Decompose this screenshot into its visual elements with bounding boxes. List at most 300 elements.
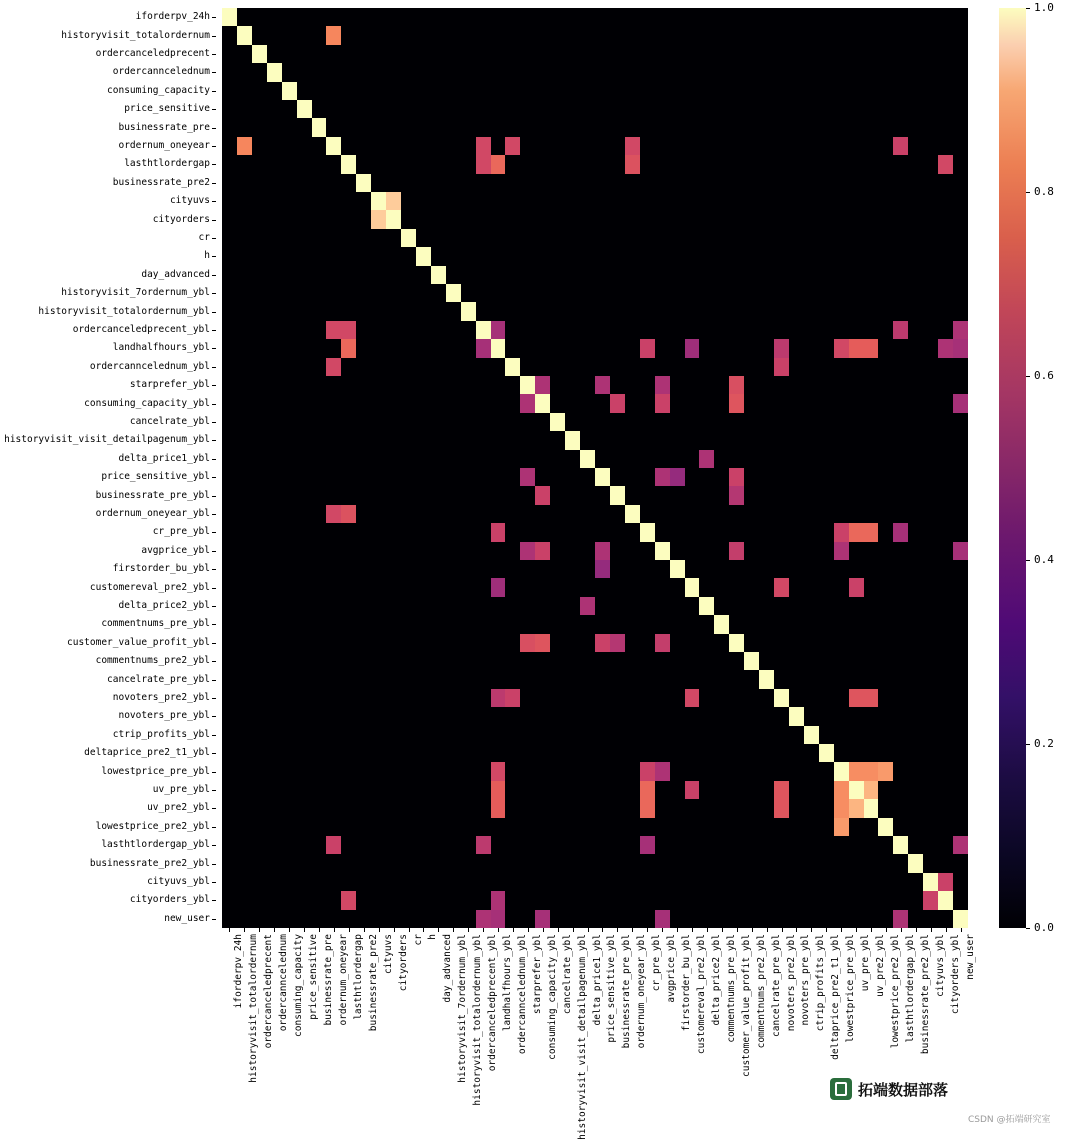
heatmap-cell <box>923 523 938 541</box>
heatmap-cell <box>849 302 864 320</box>
heatmap-cell <box>252 450 267 468</box>
heatmap-cell <box>729 450 744 468</box>
heatmap-cell <box>386 910 401 928</box>
heatmap-cell <box>431 266 446 284</box>
heatmap-cell <box>401 358 416 376</box>
heatmap-cell <box>938 284 953 302</box>
heatmap-cell <box>655 302 670 320</box>
heatmap-cell <box>520 542 535 560</box>
heatmap-cell <box>491 321 506 339</box>
heatmap-cell <box>893 100 908 118</box>
heatmap-cell <box>461 26 476 44</box>
heatmap-cell <box>386 560 401 578</box>
heatmap-cell <box>670 818 685 836</box>
heatmap-cell <box>326 726 341 744</box>
heatmap-cell <box>550 155 565 173</box>
heatmap-cell <box>789 597 804 615</box>
heatmap-cell <box>386 652 401 670</box>
heatmap-cell <box>520 799 535 817</box>
heatmap-cell <box>446 8 461 26</box>
heatmap-cell <box>326 634 341 652</box>
heatmap-cell <box>356 321 371 339</box>
heatmap-cell <box>356 726 371 744</box>
heatmap-cell <box>267 781 282 799</box>
heatmap-cell <box>535 376 550 394</box>
heatmap-cell <box>699 394 714 412</box>
heatmap-cell <box>849 578 864 596</box>
heatmap-cell <box>774 413 789 431</box>
heatmap-cell <box>416 45 431 63</box>
heatmap-cell <box>520 652 535 670</box>
x-tick-label: customereval_pre2_ybl <box>695 934 707 1055</box>
heatmap-cell <box>461 339 476 357</box>
heatmap-cell <box>789 818 804 836</box>
heatmap-cell <box>923 266 938 284</box>
x-tick-mark <box>409 928 410 932</box>
y-tick-mark <box>212 588 216 589</box>
x-tick-label: ordernum_oneyear <box>337 934 349 1026</box>
heatmap-cell <box>774 652 789 670</box>
heatmap-cell <box>446 486 461 504</box>
heatmap-cell <box>282 210 297 228</box>
heatmap-cell <box>282 762 297 780</box>
heatmap-cell <box>938 910 953 928</box>
heatmap-cell <box>580 744 595 762</box>
heatmap-cell <box>312 597 327 615</box>
heatmap-cell <box>864 394 879 412</box>
heatmap-cell <box>819 155 834 173</box>
heatmap-cell <box>640 670 655 688</box>
heatmap-cell <box>297 413 312 431</box>
heatmap-cell <box>714 799 729 817</box>
heatmap-cell <box>819 174 834 192</box>
heatmap-cell <box>386 486 401 504</box>
heatmap-cell <box>744 229 759 247</box>
heatmap-cell <box>416 486 431 504</box>
heatmap-cell <box>774 523 789 541</box>
heatmap-cell <box>401 652 416 670</box>
heatmap-cell <box>893 597 908 615</box>
heatmap-cell <box>341 8 356 26</box>
y-tick-mark <box>212 477 216 478</box>
heatmap-cell <box>326 247 341 265</box>
heatmap-cell <box>878 247 893 265</box>
heatmap-cell <box>849 45 864 63</box>
heatmap-cell <box>386 302 401 320</box>
heatmap-cell <box>267 873 282 891</box>
heatmap-cell <box>491 781 506 799</box>
heatmap-cell <box>461 486 476 504</box>
heatmap-cell <box>625 578 640 596</box>
heatmap-cell <box>535 174 550 192</box>
x-tick-label: lowestprice_pre_ybl <box>845 934 857 1043</box>
heatmap-cell <box>849 854 864 872</box>
heatmap-cell <box>893 45 908 63</box>
heatmap-cell <box>774 26 789 44</box>
y-tick-label: historyvisit_visit_detailpagenum_ybl <box>4 434 210 446</box>
heatmap-cell <box>938 670 953 688</box>
heatmap-cell <box>655 799 670 817</box>
x-tick-mark <box>334 928 335 932</box>
heatmap-cell <box>610 560 625 578</box>
heatmap-cell <box>520 100 535 118</box>
heatmap-cell <box>908 818 923 836</box>
y-tick-mark <box>212 330 216 331</box>
heatmap-cell <box>729 155 744 173</box>
heatmap-cell <box>893 818 908 836</box>
heatmap-cell <box>789 376 804 394</box>
heatmap-cell <box>491 174 506 192</box>
heatmap-cell <box>312 891 327 909</box>
heatmap-cell <box>222 431 237 449</box>
heatmap-cell <box>312 542 327 560</box>
heatmap-cell <box>774 799 789 817</box>
heatmap-cell <box>446 542 461 560</box>
heatmap-cell <box>416 431 431 449</box>
heatmap-cell <box>580 174 595 192</box>
x-tick-mark <box>588 928 589 932</box>
y-tick-mark <box>212 569 216 570</box>
heatmap-cell <box>864 266 879 284</box>
heatmap-cell <box>401 82 416 100</box>
heatmap-cell <box>864 560 879 578</box>
heatmap-cell <box>386 63 401 81</box>
heatmap-cell <box>297 744 312 762</box>
heatmap-cell <box>252 615 267 633</box>
heatmap-cell <box>849 394 864 412</box>
heatmap-cell <box>714 854 729 872</box>
heatmap-cell <box>774 63 789 81</box>
heatmap-cell <box>640 450 655 468</box>
heatmap-cell <box>341 670 356 688</box>
heatmap-cell <box>535 910 550 928</box>
heatmap-cell <box>535 431 550 449</box>
heatmap-cell <box>535 891 550 909</box>
heatmap-cell <box>401 118 416 136</box>
x-tick-label: historyvisit_totalordernum_ybl <box>472 934 484 1106</box>
heatmap-cell <box>953 394 968 412</box>
heatmap-cell <box>222 560 237 578</box>
heatmap-cell <box>670 63 685 81</box>
heatmap-cell <box>595 247 610 265</box>
heatmap-cell <box>789 910 804 928</box>
heatmap-cell <box>893 394 908 412</box>
heatmap-cell <box>565 689 580 707</box>
heatmap-cell <box>446 26 461 44</box>
x-tick-mark <box>483 928 484 932</box>
heatmap-cell <box>670 542 685 560</box>
heatmap-cell <box>670 505 685 523</box>
heatmap-cell <box>505 634 520 652</box>
heatmap-cell <box>714 744 729 762</box>
heatmap-cell <box>565 266 580 284</box>
heatmap-cell <box>520 118 535 136</box>
heatmap-cell <box>580 891 595 909</box>
heatmap-cell <box>252 891 267 909</box>
heatmap-cell <box>356 854 371 872</box>
heatmap-cell <box>625 505 640 523</box>
heatmap-cell <box>804 155 819 173</box>
heatmap-cell <box>699 100 714 118</box>
heatmap-cell <box>759 744 774 762</box>
heatmap-cell <box>849 634 864 652</box>
heatmap-cell <box>819 229 834 247</box>
heatmap-cell <box>580 542 595 560</box>
heatmap-cell <box>326 339 341 357</box>
heatmap-cell <box>714 155 729 173</box>
heatmap-cell <box>893 744 908 762</box>
heatmap-cell <box>595 358 610 376</box>
heatmap-cell <box>744 468 759 486</box>
heatmap-cell <box>610 394 625 412</box>
heatmap-cell <box>834 137 849 155</box>
heatmap-cell <box>610 118 625 136</box>
heatmap-cell <box>953 247 968 265</box>
heatmap-cell <box>356 560 371 578</box>
heatmap-cell <box>670 100 685 118</box>
heatmap-cell <box>267 118 282 136</box>
heatmap-cell <box>804 450 819 468</box>
heatmap-cell <box>505 744 520 762</box>
heatmap-cell <box>595 505 610 523</box>
heatmap-cell <box>550 836 565 854</box>
heatmap-cell <box>595 560 610 578</box>
heatmap-cell <box>267 284 282 302</box>
heatmap-cell <box>714 321 729 339</box>
heatmap-cell <box>834 82 849 100</box>
heatmap-cell <box>580 523 595 541</box>
heatmap-cell <box>535 578 550 596</box>
heatmap-cell <box>685 394 700 412</box>
heatmap-cell <box>491 284 506 302</box>
heatmap-cell <box>550 597 565 615</box>
heatmap-cell <box>804 652 819 670</box>
heatmap-cell <box>356 266 371 284</box>
heatmap-cell <box>759 873 774 891</box>
heatmap-cell <box>386 192 401 210</box>
heatmap-cell <box>431 118 446 136</box>
heatmap-cell <box>386 542 401 560</box>
heatmap-cell <box>670 266 685 284</box>
heatmap-cell <box>416 63 431 81</box>
heatmap-cell <box>446 266 461 284</box>
heatmap-cell <box>610 358 625 376</box>
heatmap-cell <box>804 891 819 909</box>
heatmap-cell <box>759 707 774 725</box>
heatmap-cell <box>908 376 923 394</box>
heatmap-cell <box>789 26 804 44</box>
heatmap-cell <box>461 321 476 339</box>
heatmap-cell <box>685 689 700 707</box>
heatmap-cell <box>699 266 714 284</box>
heatmap-cell <box>535 652 550 670</box>
heatmap-cell <box>491 505 506 523</box>
heatmap-cell <box>595 118 610 136</box>
heatmap-cell <box>401 155 416 173</box>
heatmap-cell <box>744 118 759 136</box>
x-tick-mark <box>901 928 902 932</box>
heatmap-cell <box>640 339 655 357</box>
heatmap-cell <box>416 321 431 339</box>
heatmap-cell <box>491 707 506 725</box>
heatmap-cell <box>550 302 565 320</box>
heatmap-cell <box>655 615 670 633</box>
heatmap-cell <box>655 486 670 504</box>
heatmap-cell <box>535 63 550 81</box>
heatmap-cell <box>938 818 953 836</box>
heatmap-cell <box>371 560 386 578</box>
heatmap-cell <box>341 174 356 192</box>
heatmap-cell <box>416 339 431 357</box>
heatmap-cell <box>804 726 819 744</box>
heatmap-cell <box>297 431 312 449</box>
heatmap-cell <box>759 100 774 118</box>
heatmap-cell <box>416 137 431 155</box>
heatmap-cell <box>535 523 550 541</box>
heatmap-cell <box>759 118 774 136</box>
heatmap-cell <box>729 63 744 81</box>
heatmap-cell <box>312 82 327 100</box>
heatmap-cell <box>252 744 267 762</box>
heatmap-cell <box>476 210 491 228</box>
heatmap-cell <box>714 45 729 63</box>
heatmap-cell <box>401 873 416 891</box>
heatmap-cell <box>714 726 729 744</box>
heatmap-cell <box>759 321 774 339</box>
heatmap-cell <box>655 597 670 615</box>
heatmap-cell <box>267 210 282 228</box>
heatmap-cell <box>252 523 267 541</box>
heatmap-cell <box>580 578 595 596</box>
colorbar-tick-labels <box>1026 1 1076 934</box>
heatmap-cell <box>326 578 341 596</box>
heatmap-cell <box>595 836 610 854</box>
heatmap-cell <box>699 652 714 670</box>
heatmap-cell <box>655 560 670 578</box>
heatmap-cell <box>878 266 893 284</box>
heatmap-cell <box>938 339 953 357</box>
heatmap-cell <box>699 799 714 817</box>
heatmap-cell <box>774 689 789 707</box>
heatmap-cell <box>655 707 670 725</box>
heatmap-cell <box>759 192 774 210</box>
heatmap-cell <box>297 302 312 320</box>
heatmap-cell <box>834 873 849 891</box>
heatmap-cell <box>356 799 371 817</box>
heatmap-cell <box>685 247 700 265</box>
heatmap-cell <box>356 431 371 449</box>
heatmap-cell <box>610 578 625 596</box>
heatmap-cell <box>341 394 356 412</box>
heatmap-cell <box>520 505 535 523</box>
heatmap-cell <box>550 284 565 302</box>
heatmap-cell <box>505 542 520 560</box>
heatmap-cell <box>237 542 252 560</box>
heatmap-cell <box>416 542 431 560</box>
heatmap-cell <box>237 818 252 836</box>
heatmap-cell <box>520 818 535 836</box>
heatmap-cell <box>580 376 595 394</box>
y-tick-mark <box>212 772 216 773</box>
heatmap-cell <box>535 486 550 504</box>
y-tick-label: businessrate_pre_ybl <box>95 489 210 501</box>
heatmap-cell <box>446 394 461 412</box>
heatmap-cell <box>222 137 237 155</box>
heatmap-cell <box>267 339 282 357</box>
heatmap-cell <box>565 137 580 155</box>
heatmap-cell <box>252 597 267 615</box>
heatmap-cell <box>416 597 431 615</box>
heatmap-cell <box>237 560 252 578</box>
heatmap-cell <box>819 505 834 523</box>
heatmap-cell <box>938 45 953 63</box>
heatmap-cell <box>237 302 252 320</box>
heatmap-cell <box>849 63 864 81</box>
heatmap-cell <box>878 192 893 210</box>
heatmap-cell <box>864 339 879 357</box>
heatmap-cell <box>864 82 879 100</box>
heatmap-cell <box>670 707 685 725</box>
heatmap-cell <box>893 542 908 560</box>
heatmap-cell <box>356 873 371 891</box>
heatmap-cell <box>312 450 327 468</box>
heatmap-cell <box>505 726 520 744</box>
x-tick-mark <box>871 928 872 932</box>
heatmap-cell <box>491 818 506 836</box>
heatmap-cell <box>789 505 804 523</box>
heatmap-cell <box>491 118 506 136</box>
y-tick-label: commentnums_pre2_ybl <box>95 655 210 667</box>
heatmap-cell <box>282 137 297 155</box>
heatmap-cell <box>476 578 491 596</box>
heatmap-cell <box>893 26 908 44</box>
x-tick-mark <box>886 928 887 932</box>
heatmap-cell <box>908 468 923 486</box>
heatmap-cell <box>386 210 401 228</box>
heatmap-cell <box>655 26 670 44</box>
heatmap-cell <box>282 302 297 320</box>
y-tick-mark <box>212 256 216 257</box>
heatmap-cell <box>878 118 893 136</box>
heatmap-cell <box>491 542 506 560</box>
heatmap-cell <box>252 82 267 100</box>
heatmap-cell <box>610 468 625 486</box>
heatmap-cell <box>953 542 968 560</box>
heatmap-cell <box>252 836 267 854</box>
heatmap-cell <box>938 726 953 744</box>
heatmap-cell <box>804 137 819 155</box>
heatmap-cell <box>804 413 819 431</box>
heatmap-cell <box>819 302 834 320</box>
heatmap-cell <box>864 799 879 817</box>
heatmap-cell <box>729 82 744 100</box>
heatmap-cell <box>878 8 893 26</box>
heatmap-cell <box>923 744 938 762</box>
x-tick-label: ordercanceledprecent <box>263 934 275 1049</box>
heatmap-cell <box>953 762 968 780</box>
heatmap-cell <box>535 8 550 26</box>
heatmap-cell <box>759 266 774 284</box>
heatmap-cell <box>908 82 923 100</box>
heatmap-cell <box>535 744 550 762</box>
heatmap-cell <box>416 247 431 265</box>
heatmap-cell <box>789 118 804 136</box>
heatmap-cell <box>267 542 282 560</box>
heatmap-cell <box>640 505 655 523</box>
heatmap-cell <box>610 597 625 615</box>
x-tick-mark <box>423 928 424 932</box>
heatmap-cell <box>491 910 506 928</box>
